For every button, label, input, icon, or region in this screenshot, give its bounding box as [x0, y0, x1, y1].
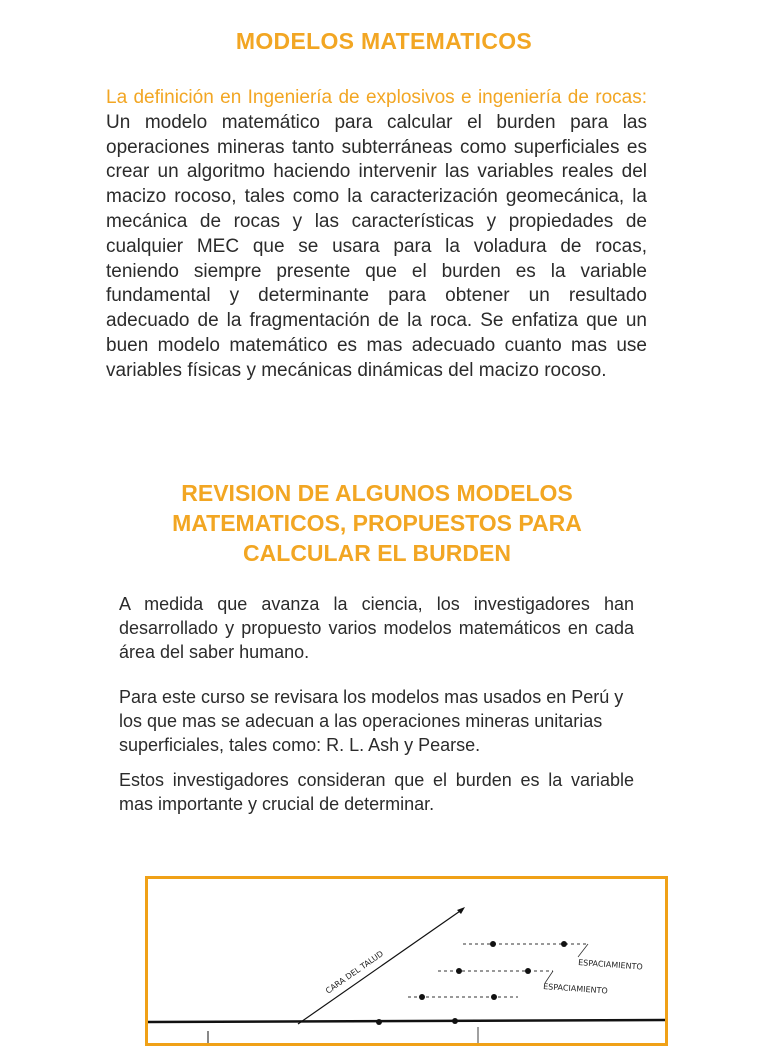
spacing-marker: [545, 971, 553, 983]
definition-lead: La definición en Ingeniería de explosivos e ingeniería de rocas:: [106, 87, 647, 108]
definition-paragraph: [106, 86, 647, 384]
section-heading: REVISION DE ALGUNOS MODELOS MATEMATICOS, PROPUESTOS PARA CALCULAR EL BURDEN: [172, 480, 582, 566]
blast-hole: [419, 994, 425, 1000]
spacing-label-2: ESPACIAMIENTO: [542, 982, 609, 996]
paragraph-course: Para este curso se revisara los modelos mas usados en Perú y los que mas se adecuan a las operaciones mineras unitarias superficiales, tales como: R. L. Ash y Pearse.: [119, 687, 624, 756]
blast-hole: [561, 941, 567, 947]
blast-hole: [456, 968, 462, 974]
blast-hole: [525, 968, 531, 974]
definition-body: Un modelo matemático para calcular el burden para las operaciones mineras tanto subterráneas como superficiales es crear un algoritmo haciendo intervenir las variables reales del macizo rocoso, tales como la caracterización geomecánica, la mecánica de rocas y las características y propiedades de cualquier MEC que se usara para la voladura de rocas, teniendo siempre presente que el burden es la variable fundamental y determinante para obtener un resultado adecuado de la fragmentación de la roca. Se enfatiza que un buen modelo matemático es mas adecuado cuanto mas use variables físicas y mecánicas dinámicas del macizo rocoso.: [106, 111, 647, 381]
spacing-label-1: ESPACIAMIENTO: [577, 958, 644, 972]
paragraph-intro: A medida que avanza la ciencia, los investigadores han desarrollado y propuesto varios modelos matemáticos en cada área del saber humano.: [119, 594, 634, 663]
spacing-marker: [578, 944, 588, 957]
blast-hole: [452, 1018, 458, 1024]
blast-hole: [376, 1019, 382, 1025]
slope-face-line: [298, 909, 463, 1024]
bench-diagram: [148, 879, 668, 1046]
page-title: MODELOS MATEMATICOS: [235, 28, 533, 54]
bench-floor-line: [148, 1020, 668, 1022]
bench-diagram-figure: [145, 876, 668, 1046]
blast-hole: [491, 994, 497, 1000]
paragraph-researchers: Estos investigadores consideran que el burden es la variable mas importante y crucial de determinar.: [119, 770, 634, 815]
slope-label: CARA DEL TALUD: [323, 949, 386, 996]
blast-hole: [490, 941, 496, 947]
